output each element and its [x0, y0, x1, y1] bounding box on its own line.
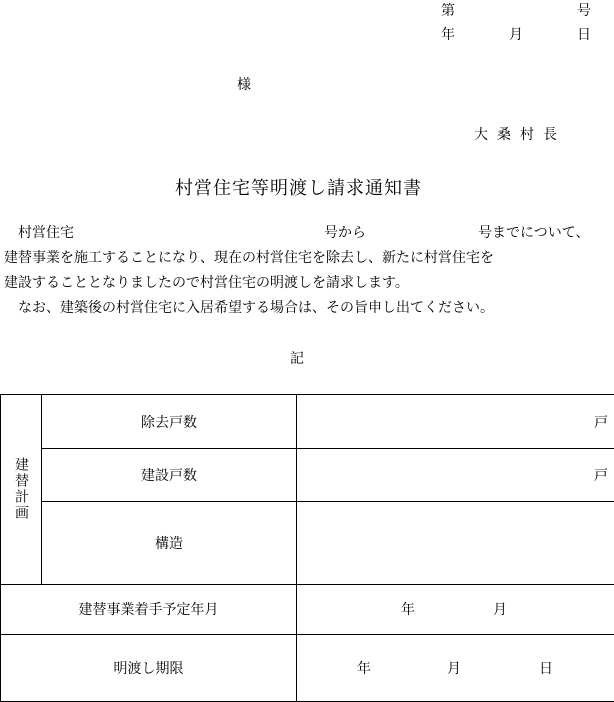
document-title: 村営住宅等明渡し請求通知書: [175, 178, 422, 199]
structure-label: 構造: [42, 502, 297, 584]
vacate-deadline-label: 明渡し期限: [1, 634, 297, 701]
removal-count-unit: 戸: [594, 414, 608, 431]
body-line-2: 建替事業を施工することになり、現在の村営住宅を除去し、新たに村営住宅を: [4, 250, 494, 266]
date-month: 月: [509, 27, 523, 43]
removal-count-field[interactable]: [297, 395, 614, 449]
rebuild-plan-table: [0, 394, 614, 702]
vacate-deadline-field[interactable]: [297, 634, 614, 701]
vacate-month: 月: [447, 660, 461, 677]
body-line-3: 建設することとなりましたので村営住宅の明渡しを請求します。: [4, 275, 409, 291]
start-date-field[interactable]: [297, 584, 614, 634]
issue-date: [441, 24, 601, 44]
build-count-unit: 戸: [594, 468, 608, 485]
start-year: 年: [401, 602, 415, 619]
number-suffix: 号: [577, 3, 591, 19]
date-day: 日: [577, 27, 591, 43]
issuer: 大桑村長: [474, 127, 566, 143]
body-text-1a: 村営住宅: [18, 225, 74, 241]
body-text-1c: 号までについて、: [478, 225, 590, 241]
ki-mark: 記: [290, 351, 304, 367]
date-year: 年: [441, 27, 455, 43]
start-month: 月: [493, 602, 507, 619]
build-count-field[interactable]: [297, 449, 614, 502]
rebuild-plan-label: 建替計画: [1, 395, 42, 585]
start-date-label: 建替事業着手予定年月: [1, 584, 297, 634]
removal-count-label: 除去戸数: [42, 395, 297, 449]
structure-field[interactable]: [297, 502, 614, 584]
build-count-label: 建設戸数: [42, 449, 297, 502]
body-text-1b: 号から: [324, 225, 366, 241]
body-line-4: なお、建築後の村営住宅に入居希望する場合は、その旨申し出てください。: [18, 300, 494, 316]
number-prefix: 第: [441, 3, 455, 19]
vacate-day: 日: [539, 660, 553, 677]
body-line-1: [4, 222, 604, 242]
vacate-year: 年: [357, 660, 371, 677]
addressee: 様: [237, 77, 251, 93]
